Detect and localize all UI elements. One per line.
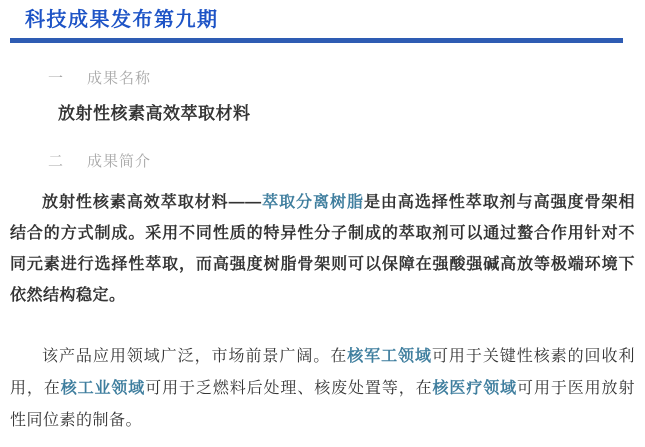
highlight-term: 萃取分离树脂 bbox=[261, 194, 364, 211]
header-divider-rule bbox=[10, 38, 623, 43]
body-text: 可用于医用放射性同位素的制备。 bbox=[10, 380, 635, 429]
intro-paragraph bbox=[10, 187, 635, 311]
body-text: 可用于关键性核素的回收利用，在 bbox=[10, 348, 635, 397]
section-heading-intro bbox=[48, 153, 645, 170]
highlight-term: 核军工领域 bbox=[347, 348, 432, 365]
section-label: 成果简介 bbox=[87, 153, 152, 170]
body-text: 是由高选择性萃取剂与高强度骨架相结合的方式制成。采用不同性质的特异性分子制成的萃取剂可以通过螯合作用针对不同元素进行选择性萃取，而高强度树脂骨架则可以保障在强酸强碱高放等极端环境下依然结构稳定。 bbox=[10, 194, 635, 304]
page-title: 科技成果发布第九期 bbox=[25, 9, 219, 31]
body-text: 该产品应用领域广泛，市场前景广阔。在 bbox=[42, 348, 348, 365]
section-label: 成果名称 bbox=[87, 70, 152, 87]
body-text: 放射性核素高效萃取材料—— bbox=[42, 194, 262, 211]
section-number: 二 bbox=[48, 153, 65, 170]
achievement-name: 放射性核素高效萃取材料 bbox=[58, 104, 251, 123]
applications-paragraph bbox=[10, 341, 635, 437]
highlight-term: 核医疗领域 bbox=[432, 380, 518, 397]
section-number: 一 bbox=[48, 70, 65, 87]
body-text: 可用于乏燃料后处理、核废处置等，在 bbox=[145, 380, 433, 397]
section-heading-name bbox=[48, 70, 645, 87]
highlight-term: 核工业领域 bbox=[60, 380, 146, 397]
